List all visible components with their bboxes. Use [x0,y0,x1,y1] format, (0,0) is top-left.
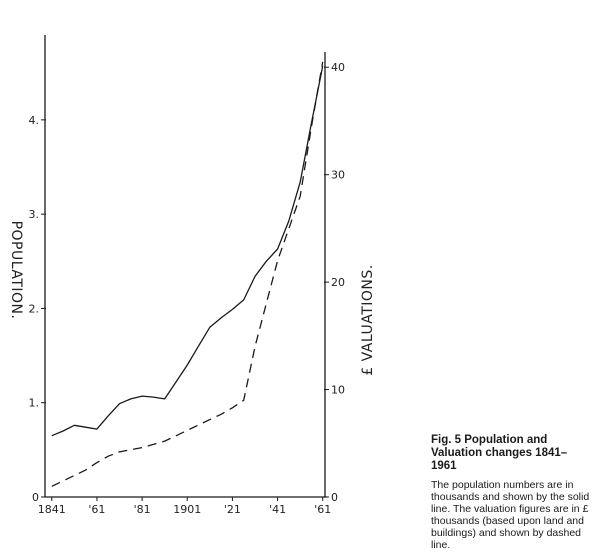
year-tick-label: 1901 [173,503,202,516]
caption-body: The population numbers are in thousands and shown by the solid line. The valuation figures are in £ thousands (based upon land and buildings) and shown by dashed line. [431,479,590,551]
population-line [52,66,323,436]
valuation-tick-label: 40 [331,61,345,75]
year-tick-label: '41 [269,503,287,516]
caption-title: Fig. 5 Population and Valuation changes 1841–1961 [431,434,568,472]
population-tick-label: 2. [28,302,39,316]
series-layer [52,62,323,486]
year-tick-label: '21 [223,503,241,516]
population-tick-label: 4. [28,113,39,127]
year-tick-label: '61 [314,503,332,516]
year-tick-label: '81 [133,503,151,516]
valuation-axis-title: £ VALUATIONS. [360,264,376,376]
year-axis [38,497,331,516]
population-tick-label: 0 [32,491,39,504]
valuation-tick-label: 30 [331,168,345,182]
valuation-line [52,62,323,486]
valuation-axis [324,52,345,504]
valuation-tick-label: 10 [331,383,345,397]
population-tick-label: 3. [28,208,39,222]
population-axis [29,35,47,504]
valuation-tick-label: 0 [331,491,338,504]
valuation-tick-label: 20 [331,276,345,290]
population-tick-label: 1. [28,396,39,410]
year-tick-label: '61 [88,503,106,516]
population-axis-title: POPULATION. [8,220,24,320]
year-tick-label: 1841 [37,503,66,516]
figure-caption [431,434,591,551]
